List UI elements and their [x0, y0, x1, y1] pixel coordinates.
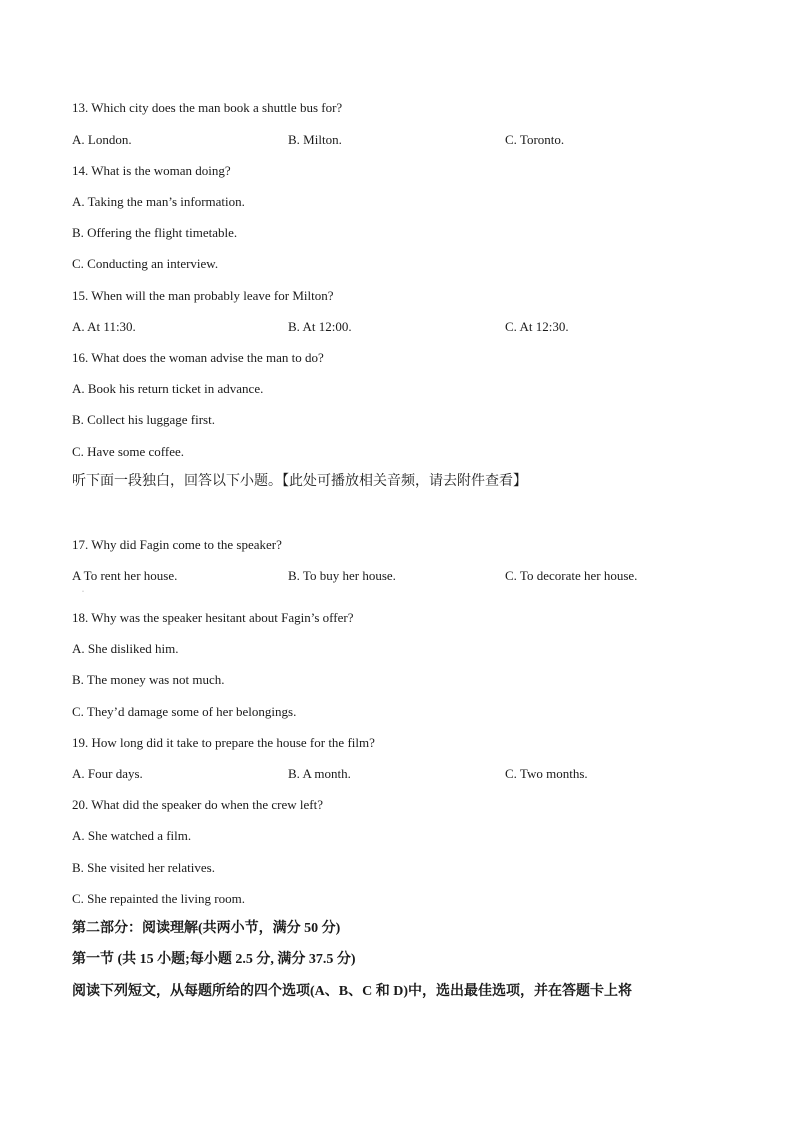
part2-heading: 第二部分：阅读理解(共两小节，满分 50 分): [72, 921, 341, 936]
q17-option-a: A To rent her house.: [72, 568, 178, 583]
q17-option-b: B. To buy her house.: [288, 568, 396, 583]
q19-option-c: C. Two months.: [505, 766, 588, 781]
q19-option-a: A. Four days.: [72, 766, 143, 781]
q16-option-a: A. Book his return ticket in advance.: [72, 381, 264, 396]
question-19: 19. How long did it take to prepare the house for the film?: [72, 735, 375, 750]
question-13: 13. Which city does the man book a shuttle bus for?: [72, 100, 343, 115]
q18-option-b: B. The money was not much.: [72, 672, 225, 687]
question-18: 18. Why was the speaker hesitant about Fagin’s offer?: [72, 610, 354, 625]
q20-option-a: A. She watched a film.: [72, 828, 192, 843]
q14-option-a: A. Taking the man’s information.: [72, 194, 245, 209]
q16-option-c: C. Have some coffee.: [72, 444, 185, 459]
q15-option-b: B. At 12:00.: [288, 319, 352, 334]
q20-option-b: B. She visited her relatives.: [72, 860, 215, 875]
monologue-instruction: 听下面一段独白，回答以下小题。【此处可播放相关音频，请去附件查看】: [72, 474, 527, 489]
q15-option-c: C. At 12:30.: [505, 319, 569, 334]
q14-option-c: C. Conducting an interview.: [72, 256, 219, 271]
stray-dot-mark: ·: [82, 589, 84, 595]
q13-option-b: B. Milton.: [288, 132, 342, 147]
q17-option-c: C. To decorate her house.: [505, 568, 638, 583]
question-17: 17. Why did Fagin come to the speaker?: [72, 537, 282, 552]
q15-option-a: A. At 11:30.: [72, 319, 136, 334]
q18-option-c: C. They’d damage some of her belongings.: [72, 704, 297, 719]
q13-option-a: A. London.: [72, 132, 132, 147]
q13-option-c: C. Toronto.: [505, 132, 565, 147]
q14-option-b: B. Offering the flight timetable.: [72, 225, 238, 240]
q16-option-b: B. Collect his luggage first.: [72, 412, 215, 427]
q18-option-a: A. She disliked him.: [72, 641, 179, 656]
question-16: 16. What does the woman advise the man to do?: [72, 350, 324, 365]
q19-option-b: B. A month.: [288, 766, 351, 781]
section1-heading: 第一节 (共 15 小题;每小题 2.5 分, 满分 37.5 分): [72, 952, 356, 967]
reading-instruction: 阅读下列短文，从每题所给的四个选项(A、B、C 和 D)中，选出最佳选项，并在答题卡上将: [72, 984, 632, 999]
question-15: 15. When will the man probably leave for Milton?: [72, 288, 334, 303]
question-20: 20. What did the speaker do when the crew left?: [72, 797, 323, 812]
q20-option-c: C. She repainted the living room.: [72, 891, 245, 906]
question-14: 14. What is the woman doing?: [72, 163, 231, 178]
